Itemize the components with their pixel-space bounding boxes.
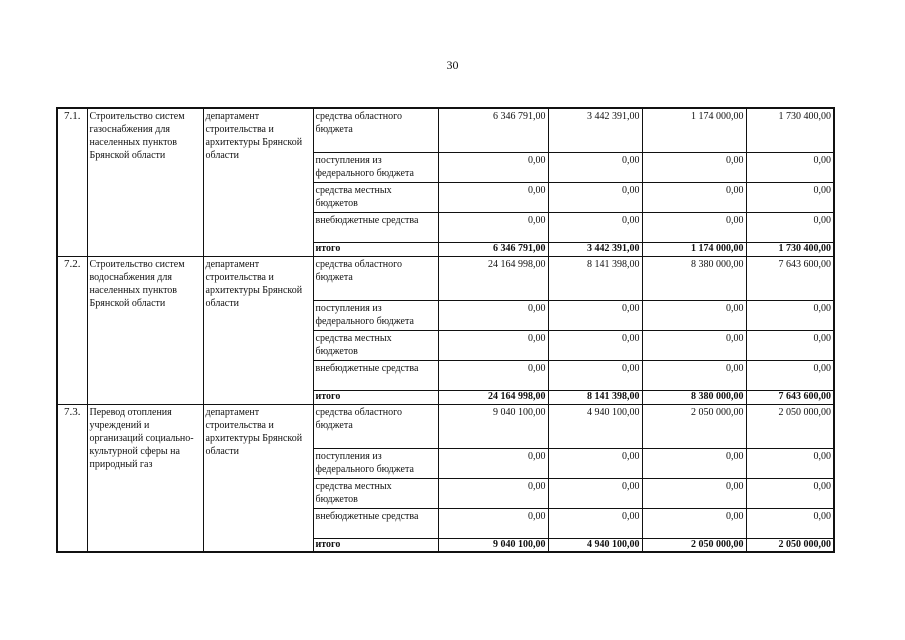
table-row (57, 256, 834, 300)
amount-col-1: 0,00 (438, 478, 548, 508)
amount-col-3: 8 380 000,00 (642, 256, 746, 300)
funding-source: средства местных бюджетов (313, 182, 438, 212)
funding-source: итого (313, 538, 438, 552)
amount-col-3: 0,00 (642, 448, 746, 478)
amount-col-3: 0,00 (642, 360, 746, 390)
amount-col-1: 0,00 (438, 448, 548, 478)
page-number: 30 (446, 58, 459, 72)
amount-col-3: 2 050 000,00 (642, 404, 746, 448)
table-row (57, 404, 834, 448)
measure-name: Строительство систем водоснабжения для населенных пунктов Брянской области (87, 256, 203, 404)
amount-col-4: 0,00 (746, 212, 834, 242)
amount-col-2: 0,00 (548, 478, 642, 508)
amount-col-1: 6 346 791,00 (438, 242, 548, 256)
amount-col-2: 3 442 391,00 (548, 108, 642, 152)
amount-col-2: 0,00 (548, 448, 642, 478)
table-row (57, 108, 834, 152)
funding-source: средства местных бюджетов (313, 478, 438, 508)
amount-col-1: 6 346 791,00 (438, 108, 548, 152)
funding-source: средства областного бюджета (313, 256, 438, 300)
amount-col-3: 0,00 (642, 508, 746, 538)
amount-col-3: 0,00 (642, 330, 746, 360)
funding-source: средства местных бюджетов (313, 330, 438, 360)
item-number: 7.3. (57, 404, 87, 552)
funding-source: итого (313, 242, 438, 256)
amount-col-3: 0,00 (642, 182, 746, 212)
funding-source: внебюджетные средства (313, 508, 438, 538)
amount-col-1: 9 040 100,00 (438, 538, 548, 552)
amount-col-4: 1 730 400,00 (746, 242, 834, 256)
funding-source: поступления из федерального бюджета (313, 448, 438, 478)
amount-col-2: 8 141 398,00 (548, 256, 642, 300)
amount-col-1: 0,00 (438, 212, 548, 242)
funding-source: итого (313, 390, 438, 404)
amount-col-4: 0,00 (746, 330, 834, 360)
amount-col-4: 7 643 600,00 (746, 256, 834, 300)
executor: департамент строительства и архитектуры Брянской области (203, 404, 313, 552)
executor: департамент строительства и архитектуры Брянской области (203, 256, 313, 404)
amount-col-4: 0,00 (746, 182, 834, 212)
amount-col-1: 24 164 998,00 (438, 256, 548, 300)
funding-source: поступления из федерального бюджета (313, 300, 438, 330)
amount-col-1: 0,00 (438, 152, 548, 182)
amount-col-2: 0,00 (548, 182, 642, 212)
amount-col-3: 0,00 (642, 152, 746, 182)
funding-source: внебюджетные средства (313, 360, 438, 390)
amount-col-3: 0,00 (642, 478, 746, 508)
amount-col-3: 2 050 000,00 (642, 538, 746, 552)
amount-col-1: 9 040 100,00 (438, 404, 548, 448)
amount-col-4: 7 643 600,00 (746, 390, 834, 404)
amount-col-2: 8 141 398,00 (548, 390, 642, 404)
amount-col-4: 0,00 (746, 508, 834, 538)
item-number: 7.2. (57, 256, 87, 404)
amount-col-2: 4 940 100,00 (548, 404, 642, 448)
amount-col-4: 2 050 000,00 (746, 404, 834, 448)
amount-col-4: 1 730 400,00 (746, 108, 834, 152)
amount-col-4: 0,00 (746, 360, 834, 390)
amount-col-1: 24 164 998,00 (438, 390, 548, 404)
item-number: 7.1. (57, 108, 87, 256)
amount-col-2: 0,00 (548, 300, 642, 330)
measure-name: Строительство систем газоснабжения для населенных пунктов Брянской области (87, 108, 203, 256)
measure-name: Перевод отопления учреждений и организаций социально-культурной сферы на природный газ (87, 404, 203, 552)
amount-col-2: 0,00 (548, 212, 642, 242)
amount-col-2: 4 940 100,00 (548, 538, 642, 552)
amount-col-2: 3 442 391,00 (548, 242, 642, 256)
amount-col-1: 0,00 (438, 508, 548, 538)
amount-col-4: 0,00 (746, 448, 834, 478)
budget-table (56, 107, 835, 553)
funding-source: средства областного бюджета (313, 108, 438, 152)
executor: департамент строительства и архитектуры Брянской области (203, 108, 313, 256)
amount-col-4: 0,00 (746, 478, 834, 508)
funding-source: внебюджетные средства (313, 212, 438, 242)
amount-col-3: 0,00 (642, 300, 746, 330)
funding-source: поступления из федерального бюджета (313, 152, 438, 182)
amount-col-2: 0,00 (548, 360, 642, 390)
amount-col-1: 0,00 (438, 360, 548, 390)
amount-col-2: 0,00 (548, 508, 642, 538)
amount-col-4: 2 050 000,00 (746, 538, 834, 552)
amount-col-1: 0,00 (438, 300, 548, 330)
amount-col-3: 1 174 000,00 (642, 242, 746, 256)
amount-col-3: 0,00 (642, 212, 746, 242)
amount-col-1: 0,00 (438, 182, 548, 212)
amount-col-2: 0,00 (548, 152, 642, 182)
amount-col-3: 8 380 000,00 (642, 390, 746, 404)
amount-col-4: 0,00 (746, 300, 834, 330)
amount-col-3: 1 174 000,00 (642, 108, 746, 152)
amount-col-2: 0,00 (548, 330, 642, 360)
funding-source: средства областного бюджета (313, 404, 438, 448)
amount-col-1: 0,00 (438, 330, 548, 360)
amount-col-4: 0,00 (746, 152, 834, 182)
